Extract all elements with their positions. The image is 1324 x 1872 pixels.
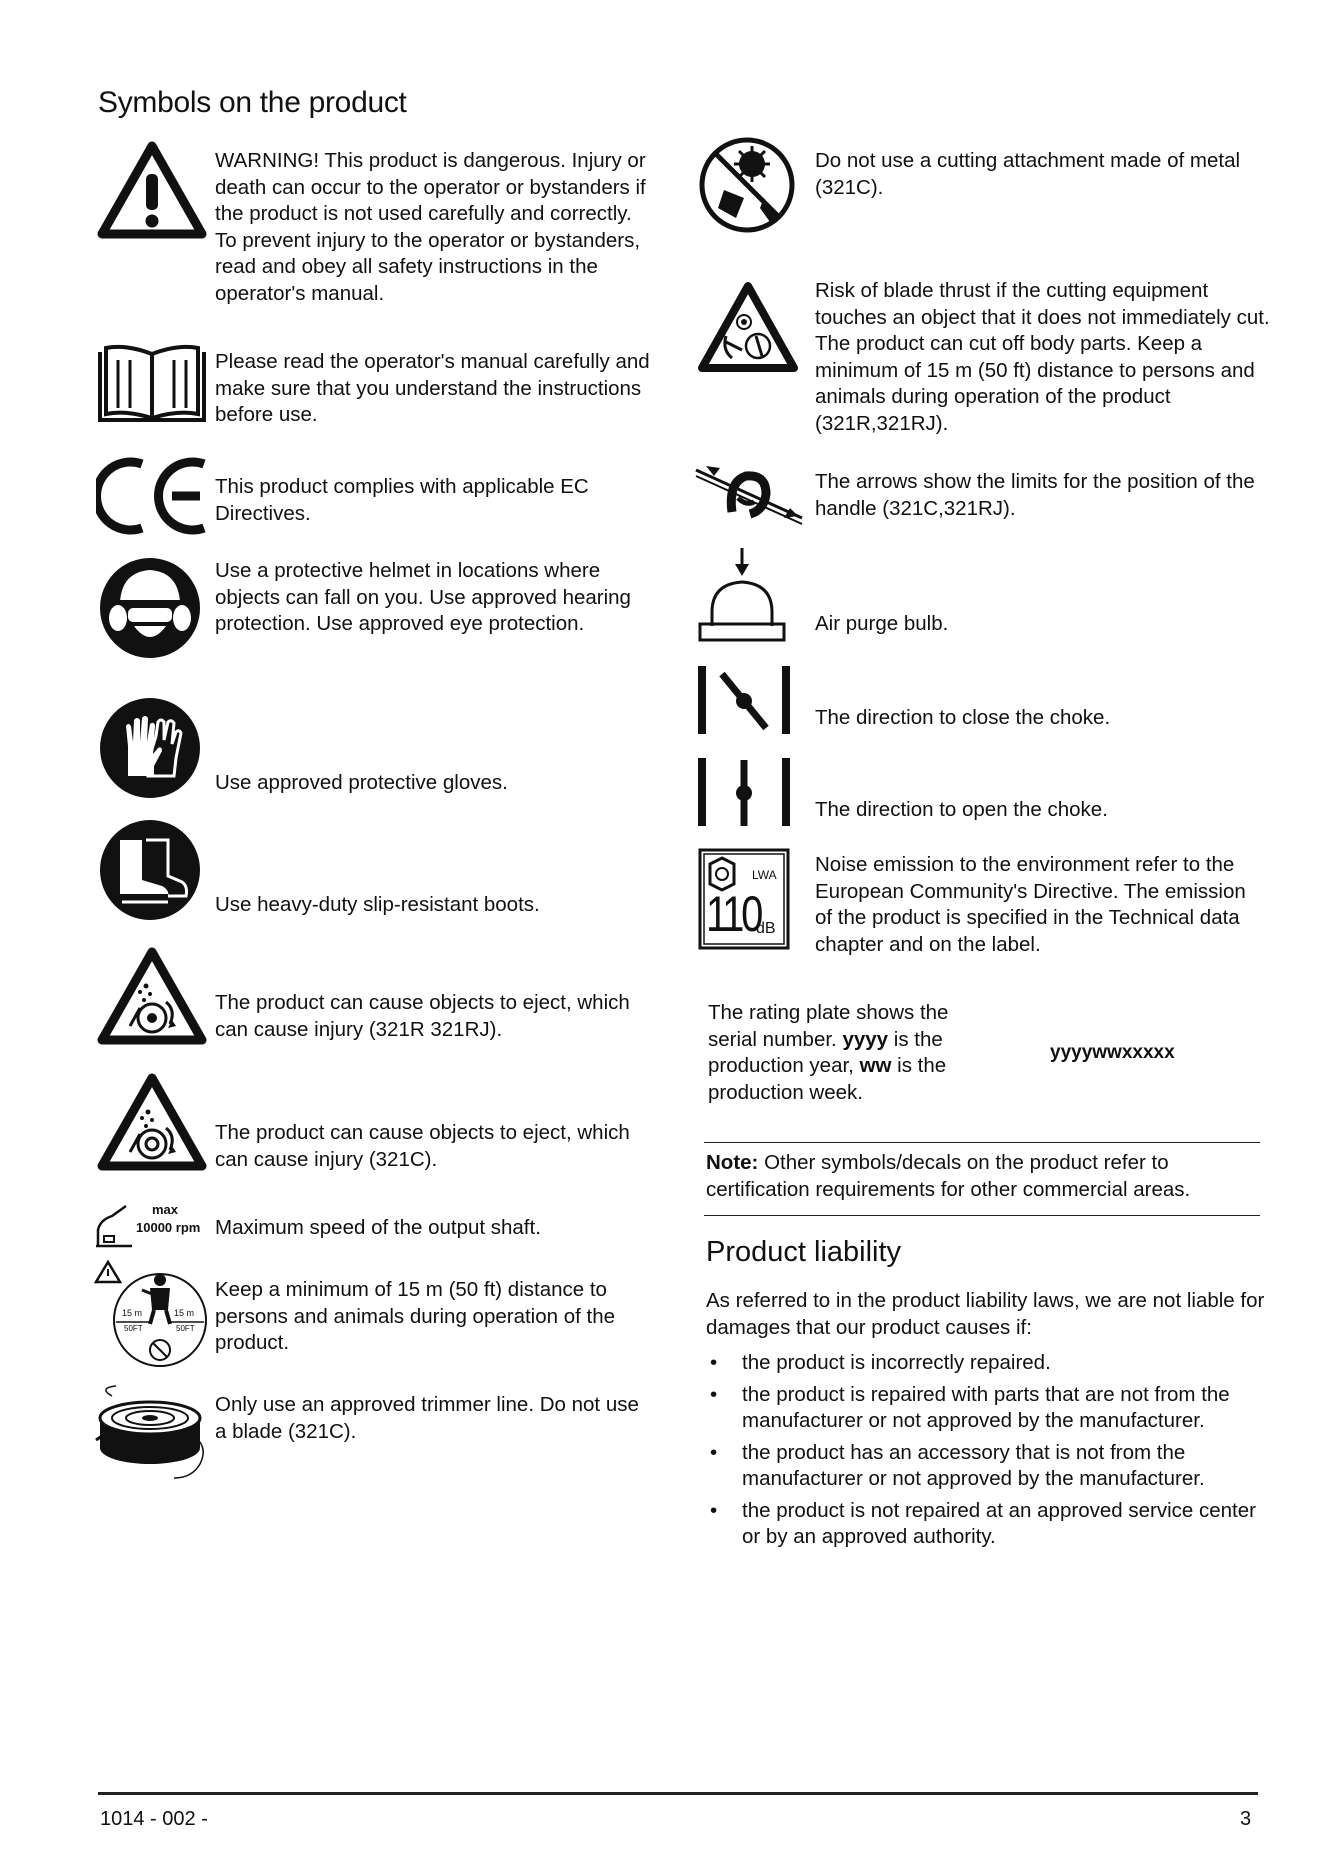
symbol-description: Do not use a cutting attachment made of metal (321C). xyxy=(815,149,1241,199)
symbol-description: Please read the operator's manual carefully and make sure that you understand the instructions before use. xyxy=(215,350,650,426)
divider xyxy=(704,1142,1260,1143)
choke-closed-icon xyxy=(696,664,792,736)
lwa-label: LWA xyxy=(752,868,777,882)
symbol-description: The product can cause objects to eject, which can cause injury (321R 321RJ). xyxy=(215,991,630,1041)
page-title: Symbols on the product xyxy=(98,86,407,119)
ejected-objects-warning-icon xyxy=(96,1072,208,1172)
open-book-icon xyxy=(96,344,208,424)
symbol-description: Use approved protective gloves. xyxy=(215,771,508,794)
blade-thrust-warning-icon xyxy=(696,280,800,374)
choke-open-icon xyxy=(696,756,792,828)
noise-unit-label: dB xyxy=(756,920,776,937)
boots-icon xyxy=(98,818,202,922)
air-purge-bulb-icon xyxy=(698,546,788,644)
safety-distance-icon xyxy=(94,1260,210,1368)
distance-m-label: 15 m xyxy=(122,1308,143,1318)
note-label: Note: xyxy=(706,1151,759,1174)
symbol-description: This product complies with applicable EC Directives. xyxy=(215,475,589,525)
ce-mark-icon xyxy=(96,456,208,536)
rating-line: The rating plate shows the xyxy=(708,1001,949,1024)
noise-value-label: 110 xyxy=(706,886,761,942)
page-number: 3 xyxy=(1240,1808,1252,1830)
rating-line: production year, xyxy=(708,1054,860,1077)
max-label: max xyxy=(152,1202,179,1217)
year-code: yyyy xyxy=(842,1027,889,1051)
section-heading: Product liability xyxy=(706,1236,902,1268)
rating-line: is the xyxy=(888,1027,943,1051)
max-speed-icon xyxy=(92,1196,210,1252)
symbol-description: Only use an approved trimmer line. Do not use a blade (321C). xyxy=(215,1393,639,1443)
rating-plate-text xyxy=(708,1000,1028,1106)
rating-line: serial number. xyxy=(708,1027,843,1051)
distance-m-label: 15 m xyxy=(174,1308,195,1318)
week-code: ww xyxy=(859,1054,892,1077)
list-item: • the product is not repaired at an approved service center or by an approved authority. xyxy=(706,1498,1266,1551)
distance-ft-label: 50FT xyxy=(124,1324,143,1333)
noise-emission-icon xyxy=(698,848,790,950)
serial-number-format: yyyywwxxxxx xyxy=(1050,1042,1175,1063)
symbol-description: The product can cause objects to eject, which can cause injury (321C). xyxy=(215,1121,630,1171)
symbol-description: Maximum speed of the output shaft. xyxy=(215,1216,541,1239)
helmet-ear-eye-protection-icon xyxy=(98,556,202,660)
trimmer-head-icon xyxy=(92,1378,212,1482)
symbol-description: The direction to close the choke. xyxy=(815,706,1111,729)
list-item: • the product has an accessory that is not from the manufacturer or not approved by the manufacturer. xyxy=(706,1440,1266,1493)
footer-divider xyxy=(98,1792,1258,1795)
note-text xyxy=(706,1150,1262,1203)
rating-line: production week. xyxy=(708,1080,863,1104)
rating-line: is the xyxy=(891,1054,947,1077)
no-metal-blade-icon xyxy=(698,136,796,234)
distance-ft-label: 50FT xyxy=(176,1324,195,1333)
liability-list xyxy=(706,1350,1266,1556)
symbol-description: Air purge bulb. xyxy=(815,612,949,635)
symbol-description: Use a protective helmet in locations where objects can fall on you. Use approved hearing protection. Use approved eye protection. xyxy=(215,559,631,635)
list-item: • the product is repaired with parts that are not from the manufacturer or not approved by the manufacturer. xyxy=(706,1382,1266,1435)
handle-limits-icon xyxy=(694,462,806,528)
symbol-description: The direction to open the choke. xyxy=(815,798,1108,821)
warning-triangle-icon xyxy=(96,140,208,240)
note-body: Other symbols/decals on the product refer to certification requirements for other commercial areas. xyxy=(706,1151,1191,1201)
ejected-objects-warning-icon xyxy=(96,946,208,1046)
symbol-description: The arrows show the limits for the position of the handle (321C,321RJ). xyxy=(815,470,1255,520)
gloves-icon xyxy=(98,696,202,800)
divider xyxy=(704,1215,1260,1216)
symbol-description: Use heavy-duty slip-resistant boots. xyxy=(215,893,540,916)
symbol-description: Risk of blade thrust if the cutting equipment touches an object that it does not immediately cut. The product can cut off body parts. Keep a minimum of 15 m (50 ft) distance to persons and animals during operation of the product (321R,321RJ). xyxy=(815,279,1270,435)
list-item: • the product is incorrectly repaired. xyxy=(706,1350,1266,1377)
liability-intro: As referred to in the product liability laws, we are not liable for damages that our product causes if: xyxy=(706,1289,1265,1339)
symbol-description: Noise emission to the environment refer to the European Community's Directive. The emission of the product is specified in the Technical data chapter and on the label. xyxy=(815,853,1246,956)
footer-document-code: 1014 - 002 - xyxy=(100,1808,208,1830)
symbol-description: WARNING! This product is dangerous. Injury or death can occur to the operator or bystanders if the product is not used carefully and correctly. To prevent injury to the operator or bystanders, read and obey all safety instructions in the operator's manual. xyxy=(215,149,646,305)
rpm-label: 10000 rpm xyxy=(136,1220,201,1235)
symbol-description: Keep a minimum of 15 m (50 ft) distance to persons and animals during operation of the product. xyxy=(215,1278,616,1354)
